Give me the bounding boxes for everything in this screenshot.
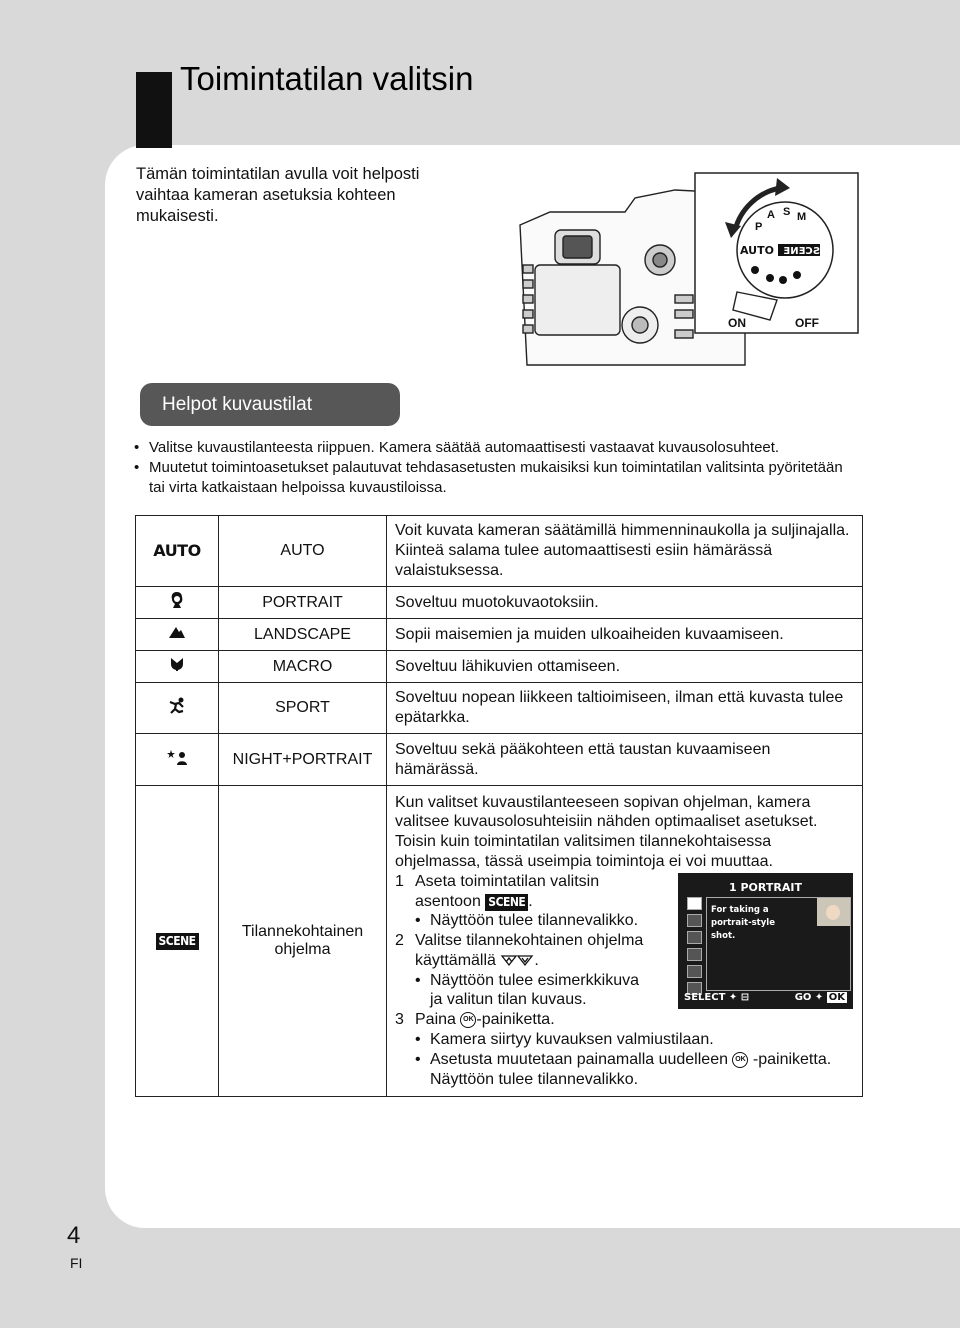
page-title: Toimintatilan valitsin (180, 60, 474, 97)
mode-name: NIGHT+PORTRAIT (219, 734, 387, 786)
mode-name: Tilannekohtainen ohjelma (219, 786, 387, 1097)
mode-description: Soveltuu sekä pääkohteen että taustan kuvaamiseen hämärässä. (387, 734, 863, 786)
dial-p-label: P (755, 221, 763, 233)
screen-menu-icons (687, 897, 707, 987)
step-2: 2 Valitse tilannekohtainen ohjelma käyttämällä . (395, 932, 644, 969)
camera-mode-dial-illustration (515, 170, 860, 375)
section-bullets (134, 438, 854, 498)
arrow-up-down-icon (500, 955, 534, 967)
mode-description: Voit kuvata kameran säätämillä himmenninaukolla ja suljinajalla. Kiinteä salama tulee automaattisesti esiin hämärässä valaistuksessa. (387, 516, 863, 587)
mode-description: Sopii maisemien ja muiden ulkoaiheiden kuvaamiseen. (387, 619, 863, 651)
title-marker-bar (136, 72, 172, 148)
scene-paragraph: Kun valitset kuvaustilanteeseen sopivan ohjelman, kamera valitsee kuvausolosuhteisiin nähden optimaaliset asetukset. Toisin kuin toimintatilan valitsimen tilannekohtaisessa ohjelmassa, tässä useimpia toimintoja ei voi muuttaa. (395, 793, 818, 870)
scene-icon: SCENE (136, 786, 219, 1097)
mode-name: MACRO (219, 651, 387, 683)
language-code: FI (70, 1255, 83, 1271)
screen-go-hint: GO ✦ OK (794, 992, 845, 1003)
table-row (136, 619, 863, 651)
intro-text: Tämän toimintatilan avulla voit helposti vaihtaa kameran asetuksia kohteen mukaisesti. (136, 165, 420, 225)
step-1: 1 Aseta toimintatilan valitsin asentoon SCENE . (395, 872, 600, 910)
macro-icon (136, 651, 219, 683)
power-off-label: OFF (795, 316, 819, 330)
landscape-icon (136, 619, 219, 651)
step-2-sub: • Näyttöön tulee esimerkkikuva (395, 971, 854, 991)
step-3-sub: • Asetusta muutetaan painamalla uudelleen OK -painiketta. (395, 1050, 854, 1070)
step-2-sub-cont: ja valitun tilan kuvaus. (430, 991, 587, 1009)
table-row (136, 683, 863, 734)
table-row (136, 734, 863, 786)
scene-inline-icon: SCENE (485, 894, 528, 911)
dial-scene-label: SCENE (783, 246, 820, 257)
scene-menu-screen (678, 873, 853, 1009)
mode-name: LANDSCAPE (219, 619, 387, 651)
table-row (136, 651, 863, 683)
table-row (136, 587, 863, 619)
table-row (136, 516, 863, 587)
step-3-sub-cont: Näyttöön tulee tilannevalikko. (430, 1070, 639, 1088)
mode-name: AUTO (219, 516, 387, 587)
step-3: 3 Paina OK -painiketta. (395, 1011, 555, 1029)
mode-description: Soveltuu nopean liikkeen taltioimiseen, ilman että kuvasta tulee epätarkka. (387, 683, 863, 734)
step-3-sub: • Kamera siirtyy kuvauksen valmiustilaan. (395, 1030, 854, 1050)
bullet-item: • Valitse kuvaustilanteesta riippuen. Kamera säätää automaattisesti vastaavat kuvausolosuhteet. (134, 438, 854, 458)
night-portrait-icon (136, 734, 219, 786)
section-heading: Helpot kuvaustilat (140, 383, 400, 426)
ok-button-icon: OK (732, 1052, 748, 1068)
mode-name: SPORT (219, 683, 387, 734)
auto-icon: AUTO (136, 516, 219, 587)
mode-description: Soveltuu muotokuvaotoksiin. (387, 587, 863, 619)
step-1-sub: • Näyttöön tulee tilannevalikko. (395, 911, 854, 931)
portrait-icon (136, 587, 219, 619)
modes-table (135, 515, 863, 1097)
sport-icon (136, 683, 219, 734)
page-number: 4 (67, 1222, 81, 1249)
screen-message: For taking a portrait-style shot. (711, 905, 775, 941)
ok-button-icon: OK (460, 1012, 476, 1028)
power-on-label: ON (728, 316, 746, 330)
bullet-item: • Muutetut toimintoasetukset palautuvat tehdasasetusten mukaisiksi kun toimintatilan valitsinta pyöritetään tai virta katkaistaan helpoissa kuvaustiloissa. (134, 458, 854, 498)
dial-auto-label: AUTO (740, 244, 774, 257)
screen-header: 1 PORTRAIT (729, 881, 802, 894)
screen-select-hint: SELECT ✦ ⊟ (684, 992, 750, 1003)
mode-description: Soveltuu lähikuvien ottamiseen. (387, 651, 863, 683)
mode-name: PORTRAIT (219, 587, 387, 619)
dial-s-label: S (783, 206, 791, 218)
dial-m-label: M (797, 211, 807, 223)
sample-image (817, 898, 850, 926)
dial-a-label: A (767, 209, 775, 221)
